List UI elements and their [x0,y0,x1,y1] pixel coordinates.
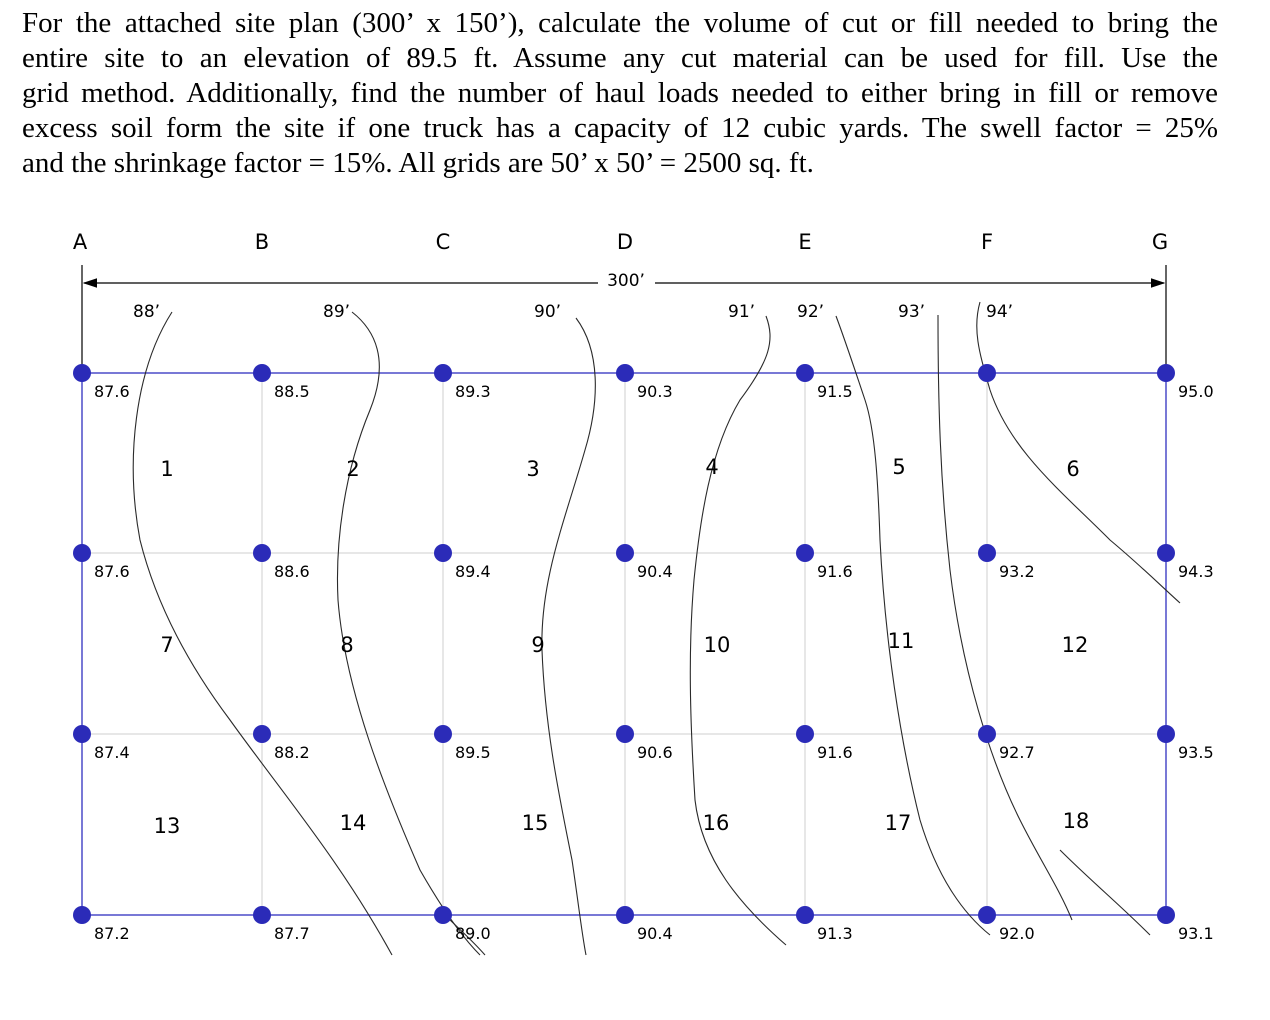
cell-number-9: 9 [531,633,545,657]
elevation-label: 90.6 [637,743,673,762]
grid-point-b4 [253,906,271,924]
cell-number-7: 7 [160,633,174,657]
grid-point-a2 [73,544,91,562]
grid-point-d2 [616,544,634,562]
grid-point-g1 [1157,364,1175,382]
cell-number-5: 5 [892,455,906,479]
elevation-label: 88.6 [274,562,310,581]
elevation-label: 89.0 [455,924,491,943]
column-label-d: D [616,230,634,254]
contour-label-91: 91’ [728,302,756,322]
elevation-label: 91.6 [817,562,853,581]
grid-point-d3 [616,725,634,743]
problem-line: grid method. Additionally, find the number of haul loads needed to either bring in fill or remove [22,77,1218,109]
elevation-label: 89.3 [455,382,491,401]
cell-number-11: 11 [887,629,915,653]
contour-line-93 [938,315,1072,920]
contour-line-92 [836,316,990,935]
grid-point-d1 [616,364,634,382]
grid-point-e4 [796,906,814,924]
contour-label-89: 89’ [323,302,351,322]
contour-label-88: 88’ [133,302,161,322]
cell-number-8: 8 [340,633,354,657]
column-label-c: C [435,230,451,254]
cell-number-13: 13 [153,814,181,838]
dimension-label: 300’ [607,271,645,291]
problem-line: and the shrinkage factor = 15%. All grids are 50’ x 50’ = 2500 sq. ft. [22,147,814,179]
grid-point-g3 [1157,725,1175,743]
elevation-label: 92.7 [999,743,1035,762]
column-labels [73,230,1168,254]
elevation-label: 92.0 [999,924,1035,943]
grid-point-g2 [1157,544,1175,562]
grid-point-d4 [616,906,634,924]
grid-point-e1 [796,364,814,382]
column-label-b: B [254,230,270,254]
grid-point-b3 [253,725,271,743]
elevation-label: 93.2 [999,562,1035,581]
elevation-label: 87.2 [94,924,130,943]
contour-line-91 [690,316,786,945]
grid-point-c2 [434,544,452,562]
contour-line-94 [977,302,1180,603]
elevation-label: 89.4 [455,562,491,581]
contour-label-94: 94’ [986,302,1014,322]
elevation-label: 91.3 [817,924,853,943]
elevation-label: 93.1 [1178,924,1214,943]
site-boundary [82,373,1166,915]
cell-number-10: 10 [703,633,731,657]
cell-number-18: 18 [1062,809,1090,833]
elevation-label: 90.3 [637,382,673,401]
cell-number-14: 14 [339,811,367,835]
problem-line: excess soil form the site if one truck has a capacity of 12 cubic yards. The swell factor = 25% [22,112,1218,144]
contour-line-89 [337,312,480,955]
elevation-label: 87.7 [274,924,310,943]
problem-line: For the attached site plan (300’ x 150’), calculate the volume of cut or fill needed to bring the [22,7,1218,39]
contour-label-92: 92’ [797,302,825,322]
column-label-e: E [798,230,812,254]
elevation-label: 87.6 [94,382,130,401]
grid [82,373,1166,915]
cell-number-2: 2 [346,457,360,481]
elevation-label: 90.4 [637,562,673,581]
grid-point-c3 [434,725,452,743]
grid-point-a3 [73,725,91,743]
cell-number-6: 6 [1066,457,1080,481]
elevation-label: 91.6 [817,743,853,762]
cell-number-3: 3 [526,457,540,481]
elevation-label: 90.4 [637,924,673,943]
problem-line: entire site to an elevation of 89.5 ft. Assume any cut material can be used for fill. Use the [22,42,1218,74]
elevation-label: 91.5 [817,382,853,401]
grid-point-b2 [253,544,271,562]
contour-label-90: 90’ [534,302,562,322]
contour-label-93: 93’ [898,302,926,322]
cell-numbers [154,455,1090,838]
column-label-a: A [72,230,88,254]
grid-point-f4 [978,906,996,924]
grid-point-e2 [796,544,814,562]
cell-number-16: 16 [702,811,730,835]
grid-point-a1 [73,364,91,382]
elevation-label: 88.5 [274,382,310,401]
contour-line-90 [542,318,595,955]
elevation-label: 93.5 [1178,743,1214,762]
grid-point-f1 [978,364,996,382]
elevation-label: 87.6 [94,562,130,581]
grid-point-c1 [434,364,452,382]
grid-point-b1 [253,364,271,382]
column-label-f: F [980,230,994,254]
column-label-g: G [1151,230,1169,254]
grid-point-c4 [434,906,452,924]
grid-point-f3 [978,725,996,743]
elevation-label: 95.0 [1178,382,1214,401]
grid-point-a4 [73,906,91,924]
elevation-label: 87.4 [94,743,130,762]
grid-point-g4 [1157,906,1175,924]
cell-number-17: 17 [884,811,912,835]
grid-point-e3 [796,725,814,743]
grid-point-f2 [978,544,996,562]
elevation-label: 89.5 [455,743,491,762]
contour-labels [133,302,1013,322]
elevation-label: 94.3 [1178,562,1214,581]
cell-number-15: 15 [521,811,549,835]
contour-tail-f4 [1060,850,1150,935]
cell-number-4: 4 [705,455,719,479]
cell-number-1: 1 [160,457,174,481]
cell-number-12: 12 [1061,633,1089,657]
elevation-label: 88.2 [274,743,310,762]
grid-points [73,364,1175,924]
